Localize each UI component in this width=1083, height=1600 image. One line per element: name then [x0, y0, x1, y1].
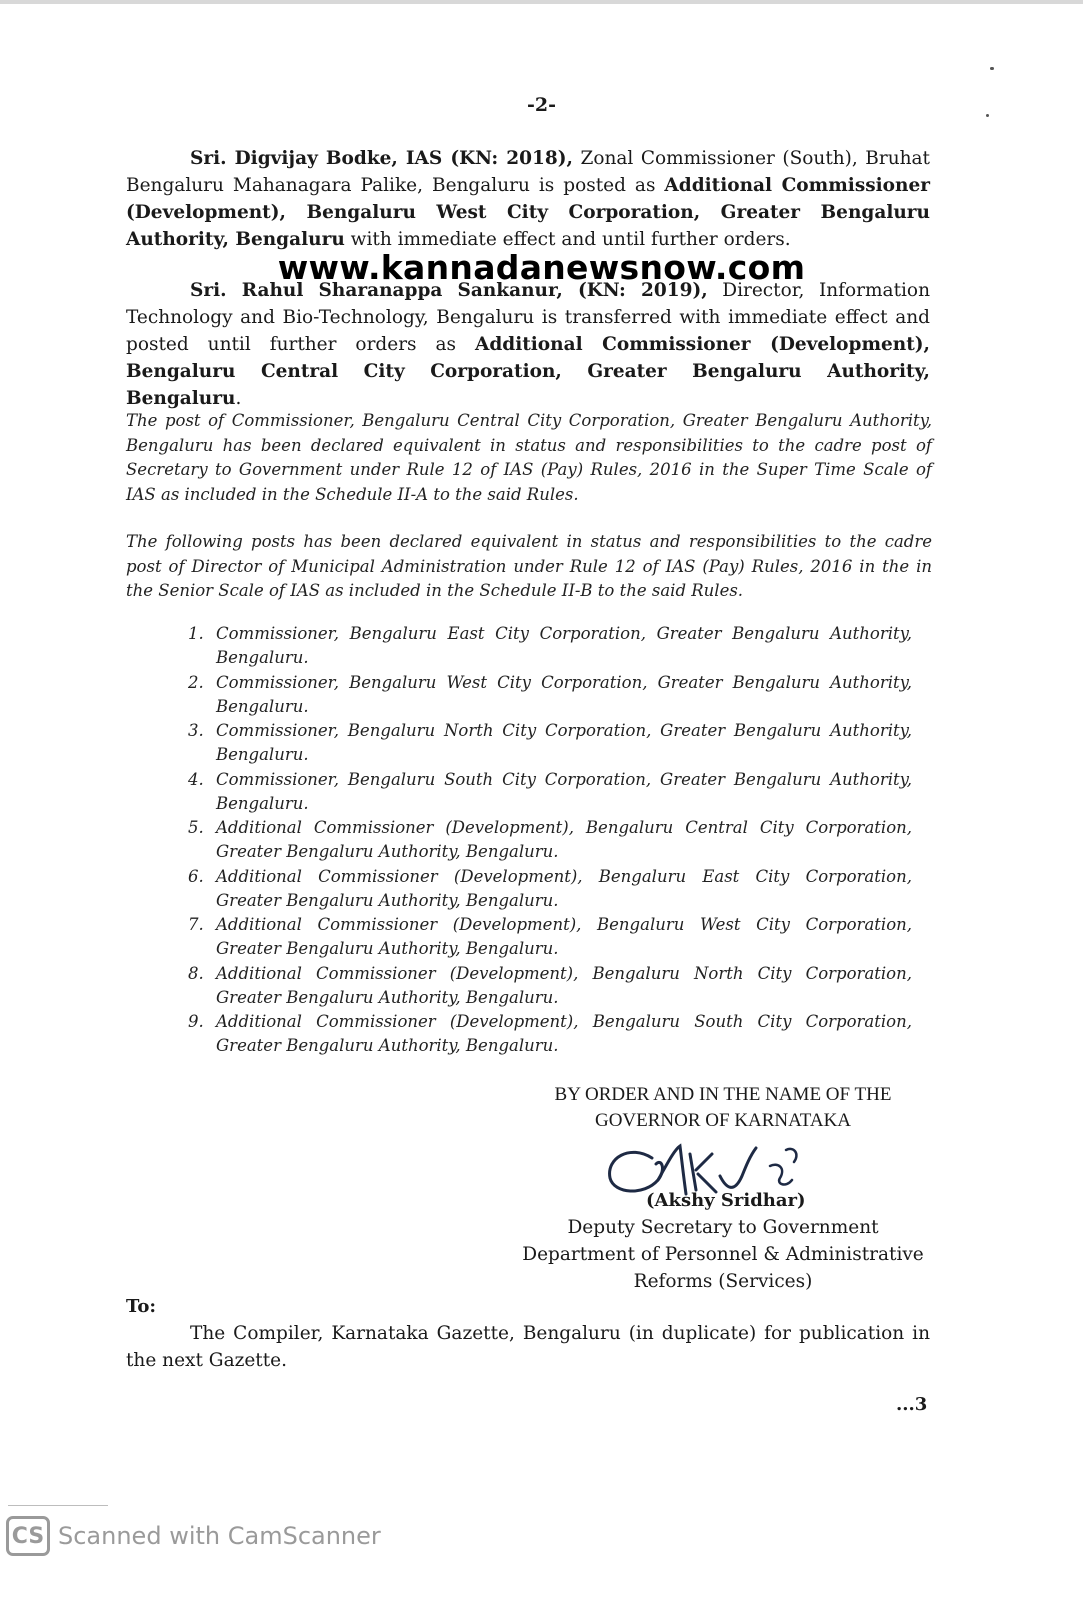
list-item: 9. Additional Commissioner (Development), Bengaluru South City Corporation, Greater Bengaluru Authority, Bengaluru.	[188, 1012, 912, 1055]
paragraph-equivalence-secretary: The post of Commissioner, Bengaluru Central City Corporation, Greater Bengaluru Authority, Bengaluru has been declared equivalent in status and responsibilities to the cadre post of Secretary to Government under Rule 12 of IAS (Pay) Rules, 2016 in the Super Time Scale of IAS as included in the Schedule II-A to the said Rules.	[126, 411, 932, 504]
list-item: 4. Commissioner, Bengaluru South City Corporation, Greater Bengaluru Authority, Bengaluru.	[188, 769, 912, 813]
continuation-marker: ...3	[896, 1394, 928, 1415]
top-edge-rule	[0, 0, 1083, 4]
list-item: 3. Commissioner, Bengaluru North City Corporation, Greater Bengaluru Authority, Bengaluru.	[188, 721, 912, 764]
list-item: 6. Additional Commissioner (Development), Bengaluru East City Corporation, Greater Bengaluru Authority, Bengaluru.	[188, 866, 912, 910]
paragraph-posting-2: Sri. Rahul Sharanappa Sankanur, (KN: 2019), Director, Information Technology and Bio-Technology, Bengaluru is transferred with immediate effect and posted until further orders as Additional Commissioner (Development), Bengaluru Central City Corporation, Greater Bengaluru Authority, Bengaluru.	[126, 280, 930, 409]
camscanner-logo-icon: CS	[6, 1516, 50, 1556]
order-authority	[500, 1082, 946, 1134]
order-line-2: GOVERNOR OF KARNATAKA	[594, 1110, 852, 1131]
officer-name-1: Sri. Digvijay Bodke, IAS (KN: 2018),	[190, 148, 573, 169]
paragraph-equivalence-director: The following posts has been declared equivalent in status and responsibilities to the cadre post of Director of Municipal Administration under Rule 12 of IAS (Pay) Rules, 2016 in the in the Senior Scale of IAS as included in the Schedule II-B to the said Rules.	[126, 532, 932, 600]
page-number: -2-	[527, 94, 556, 116]
signatory-name: (Akshy Sridhar)	[646, 1190, 806, 1211]
website-watermark: www.kannadanewsnow.com	[277, 248, 806, 287]
paragraph-posting-1: Sri. Digvijay Bodke, IAS (KN: 2018), Zonal Commissioner (South), Bruhat Bengaluru Mahanagara Palike, Bengaluru is posted as Additional Commissioner (Development), Bengaluru West City Corporation, Greater Bengaluru Authority, Bengaluru with immediate effect and until further orders.	[126, 148, 930, 250]
officer-name-2: Sri. Rahul Sharanappa Sankanur, (KN: 2019),	[190, 280, 708, 301]
list-item: 2. Commissioner, Bengaluru West City Corporation, Greater Bengaluru Authority, Bengaluru.	[188, 672, 912, 716]
new-post-1: Additional Commissioner (Development), Bengaluru West City Corporation, Greater Bengaluru Authority, Bengaluru	[126, 175, 930, 250]
order-line-1: BY ORDER AND IN THE NAME OF THE	[554, 1084, 892, 1105]
list-item: 7. Additional Commissioner (Development), Bengaluru West City Corporation, Greater Bengaluru Authority, Bengaluru.	[188, 915, 912, 958]
camscanner-watermark	[6, 1516, 381, 1556]
camscanner-text: Scanned with CamScanner	[58, 1522, 381, 1550]
equivalent-posts-list	[188, 622, 912, 1059]
list-item: 8. Additional Commissioner (Development), Bengaluru North City Corporation, Greater Bengaluru Authority, Bengaluru.	[188, 963, 912, 1007]
scan-speck	[990, 67, 994, 70]
to-label: To:	[126, 1296, 156, 1317]
list-item: 1. Commissioner, Bengaluru East City Corporation, Greater Bengaluru Authority, Bengaluru.	[188, 624, 912, 667]
footer-rule	[8, 1505, 108, 1506]
list-item: 5. Additional Commissioner (Development), Bengaluru Central City Corporation, Greater Bengaluru Authority, Bengaluru.	[188, 818, 912, 861]
new-post-2: Additional Commissioner (Development), Bengaluru Central City Corporation, Greater Bengaluru Authority, Bengaluru	[126, 334, 930, 409]
recipient-paragraph: The Compiler, Karnataka Gazette, Bengaluru (in duplicate) for publication in the next Gazette.	[126, 1323, 930, 1371]
signatory-designation: Deputy Secretary to Government Department of Personnel & Administrative Reforms (Services)	[522, 1217, 924, 1292]
